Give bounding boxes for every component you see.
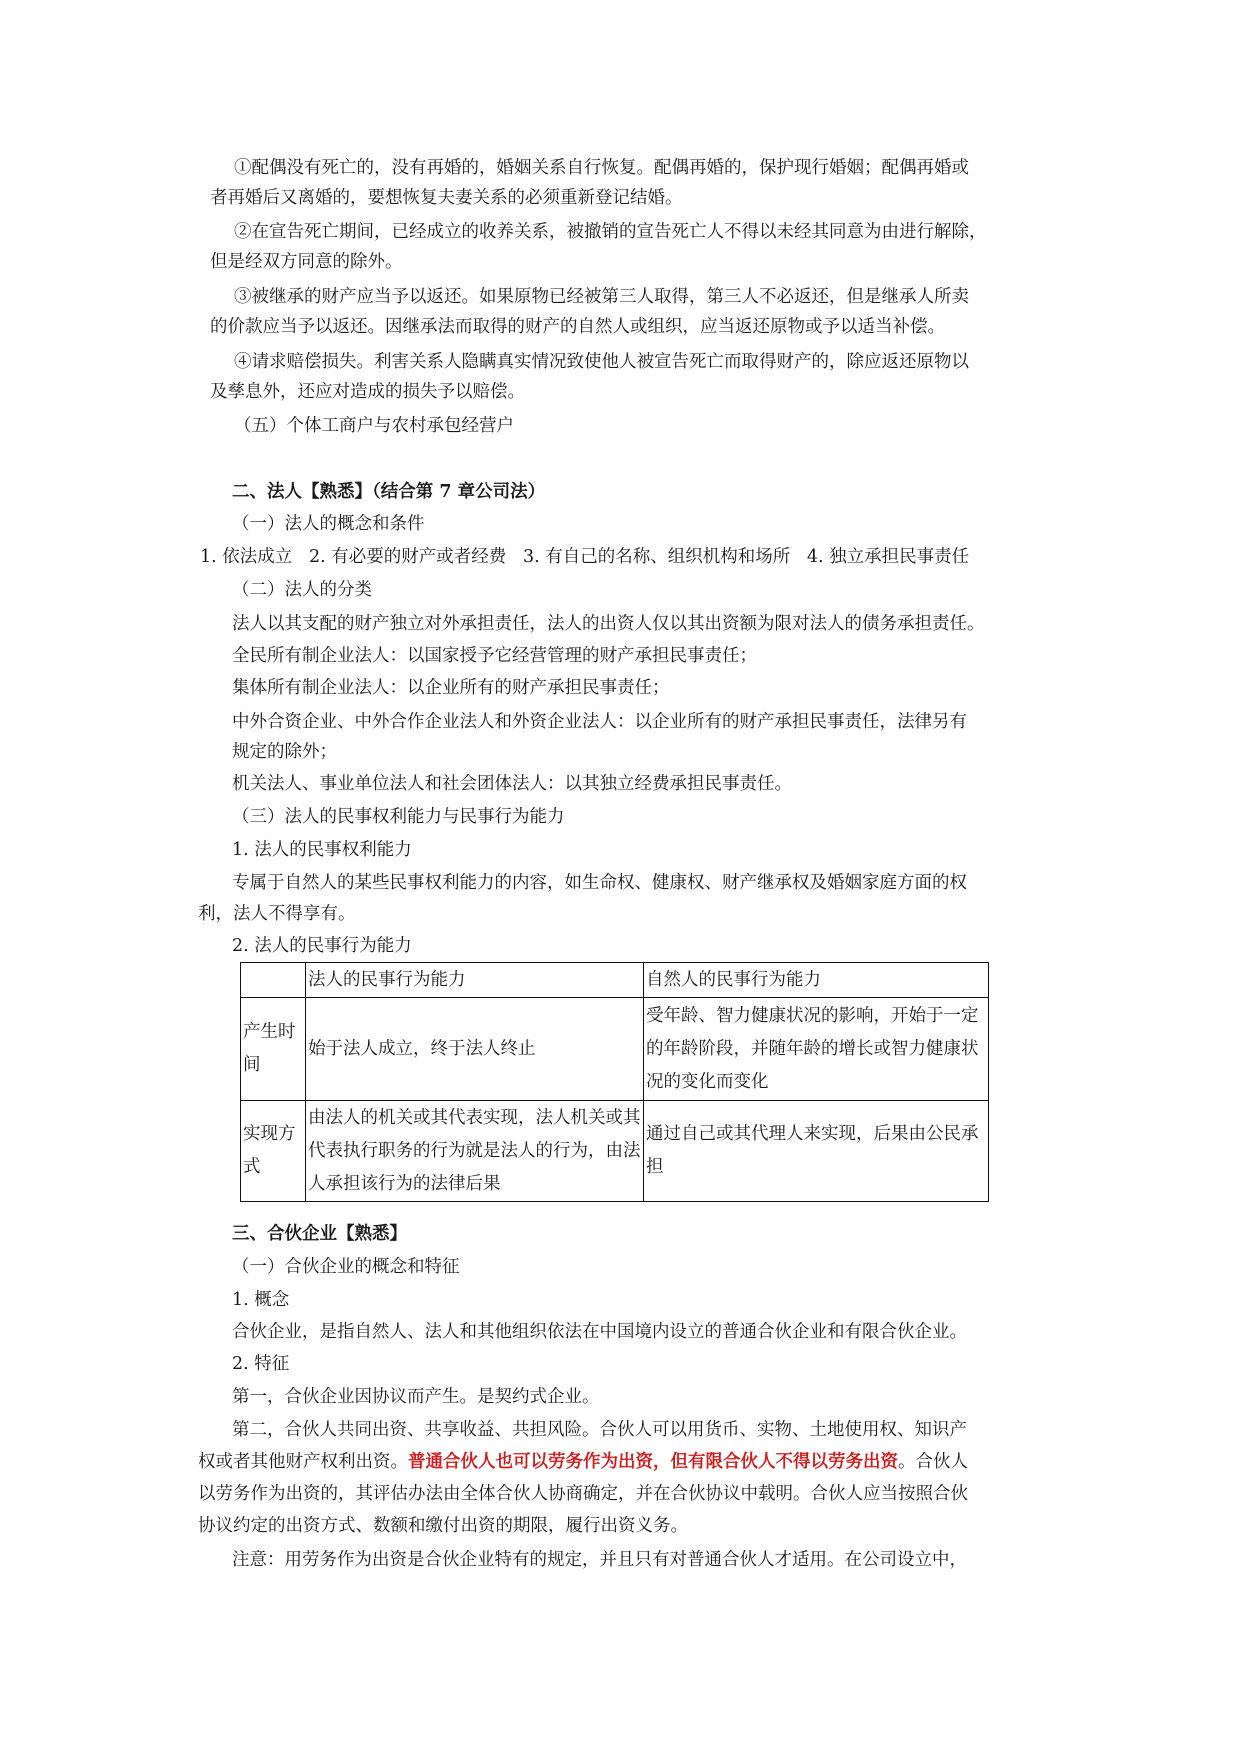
paragraph-line: 第二，合伙人共同出资、共享收益、共担风险。合伙人可以用货币、实物、土地使用权、知识产 [232,1420,967,1440]
list-item: 2. 有必要的财产或者经费 [308,547,507,567]
condition-list [200,545,1030,569]
paragraph-line: 者再婚后又离婚的，要想恢复夫妻关系的必须重新登记结婚。 [210,188,683,208]
table-row [241,998,989,1101]
list-item: 3. 有自己的名称、组织机构和场所 [522,547,791,567]
subsection-heading: （二）法人的分类 [232,580,372,600]
subsection-heading: （一）法人的概念和条件 [232,514,425,534]
table-cell: 受年龄、智力健康状况的影响，开始于一定的年龄阶段，并随年龄的增长或智力健康状况的变化而变化 [644,998,989,1101]
subsection-heading: 2. 特征 [232,1354,290,1374]
paragraph-line: ④请求赔偿损失。利害关系人隐瞒真实情况致使他人被宣告死亡而取得财产的，除应返还原物以 [234,352,969,372]
table-row-label: 实现方式 [241,1101,306,1202]
table-row [241,1101,989,1202]
text-run: 权或者其他财产权利出资。 [198,1452,408,1472]
paragraph-line: 法人以其支配的财产独立对外承担责任，法人的出资人仅以其出资额为限对法人的债务承担责任。 [232,614,985,634]
table-cell: 通过自己或其代理人来实现，后果由公民承担 [644,1101,989,1202]
table-header-cell: 自然人的民事行为能力 [644,963,989,998]
table-header-cell [241,963,306,998]
subsection-heading: （一）合伙企业的概念和特征 [232,1257,460,1277]
paragraph-line: 的价款应当予以返还。因继承法而取得的财产的自然人或组织，应当返还原物或予以适当补偿。 [210,317,945,337]
paragraph-line: 利，法人不得享有。 [198,904,356,924]
paragraph-line: 但是经双方同意的除外。 [210,252,403,272]
subsection-heading: （五）个体工商户与农村承包经营户 [234,416,514,436]
table-cell: 由法人的机关或其代表实现，法人机关或其代表执行职务的行为就是法人的行为，由法人承担该行为的法律后果 [306,1101,644,1202]
paragraph-line: 以劳务作为出资的，其评估办法由全体合伙人协商确定，并在合伙协议中载明。合伙人应当按照合伙 [198,1484,968,1504]
paragraph-line: 合伙企业，是指自然人、法人和其他组织依法在中国境内设立的普通合伙企业和有限合伙企业。 [232,1322,967,1342]
paragraph-line: 全民所有制企业法人：以国家授予它经营管理的财产承担民事责任； [232,646,757,666]
paragraph-line: 及孳息外，还应对造成的损失予以赔偿。 [210,382,525,402]
paragraph-line: ①配偶没有死亡的，没有再婚的，婚姻关系自行恢复。配偶再婚的，保护现行婚姻；配偶再婚或 [234,158,969,178]
table-row-label: 产生时间 [241,998,306,1101]
paragraph-line: 规定的除外； [232,742,337,762]
list-item: 4. 独立承担民事责任 [806,547,970,567]
table-cell: 始于法人成立，终于法人终止 [306,998,644,1101]
paragraph-line: 集体所有制企业法人：以企业所有的财产承担民事责任； [232,678,670,698]
capacity-comparison-table [240,962,989,1202]
table-header-cell: 法人的民事行为能力 [306,963,644,998]
section-heading: 三、合伙企业【熟悉】 [232,1224,407,1244]
highlighted-text: 普通合伙人也可以劳务作为出资，但有限合伙人不得以劳务出资 [408,1452,898,1472]
paragraph-line: 协议约定的出资方式、数额和缴付出资的期限，履行出资义务。 [198,1516,688,1536]
paragraph-line: 机关法人、事业单位法人和社会团体法人：以其独立经费承担民事责任。 [232,774,792,794]
text-run: 。合伙人 [898,1452,968,1472]
paragraph-line: 专属于自然人的某些民事权利能力的内容，如生命权、健康权、财产继承权及婚姻家庭方面的权 [232,873,967,893]
subsection-heading: 1. 概念 [232,1290,290,1310]
paragraph-line: 注意：用劳务作为出资是合伙企业特有的规定，并且只有对普通合伙人才适用。在公司设立中， [232,1550,967,1570]
paragraph-line: ②在宣告死亡期间，已经成立的收养关系，被撤销的宣告死亡人不得以未经其同意为由进行解除， [234,222,987,242]
section-heading: 二、法人【熟悉】（结合第 7 章公司法） [232,482,546,502]
table-header-row [241,963,989,998]
paragraph-line: 中外合资企业、中外合作企业法人和外资企业法人：以企业所有的财产承担民事责任，法律另有 [232,712,967,732]
paragraph-line [198,1450,998,1474]
list-item: 1. 依法成立 [200,547,293,567]
paragraph-line: ③被继承的财产应当予以返还。如果原物已经被第三人取得，第三人不必返还，但是继承人所卖 [234,287,969,307]
subsection-heading: （三）法人的民事权利能力与民事行为能力 [232,807,565,827]
paragraph-line: 第一，合伙企业因协议而产生。是契约式企业。 [232,1387,600,1407]
subsection-heading: 2. 法人的民事行为能力 [232,936,412,956]
subsection-heading: 1. 法人的民事权利能力 [232,840,412,860]
